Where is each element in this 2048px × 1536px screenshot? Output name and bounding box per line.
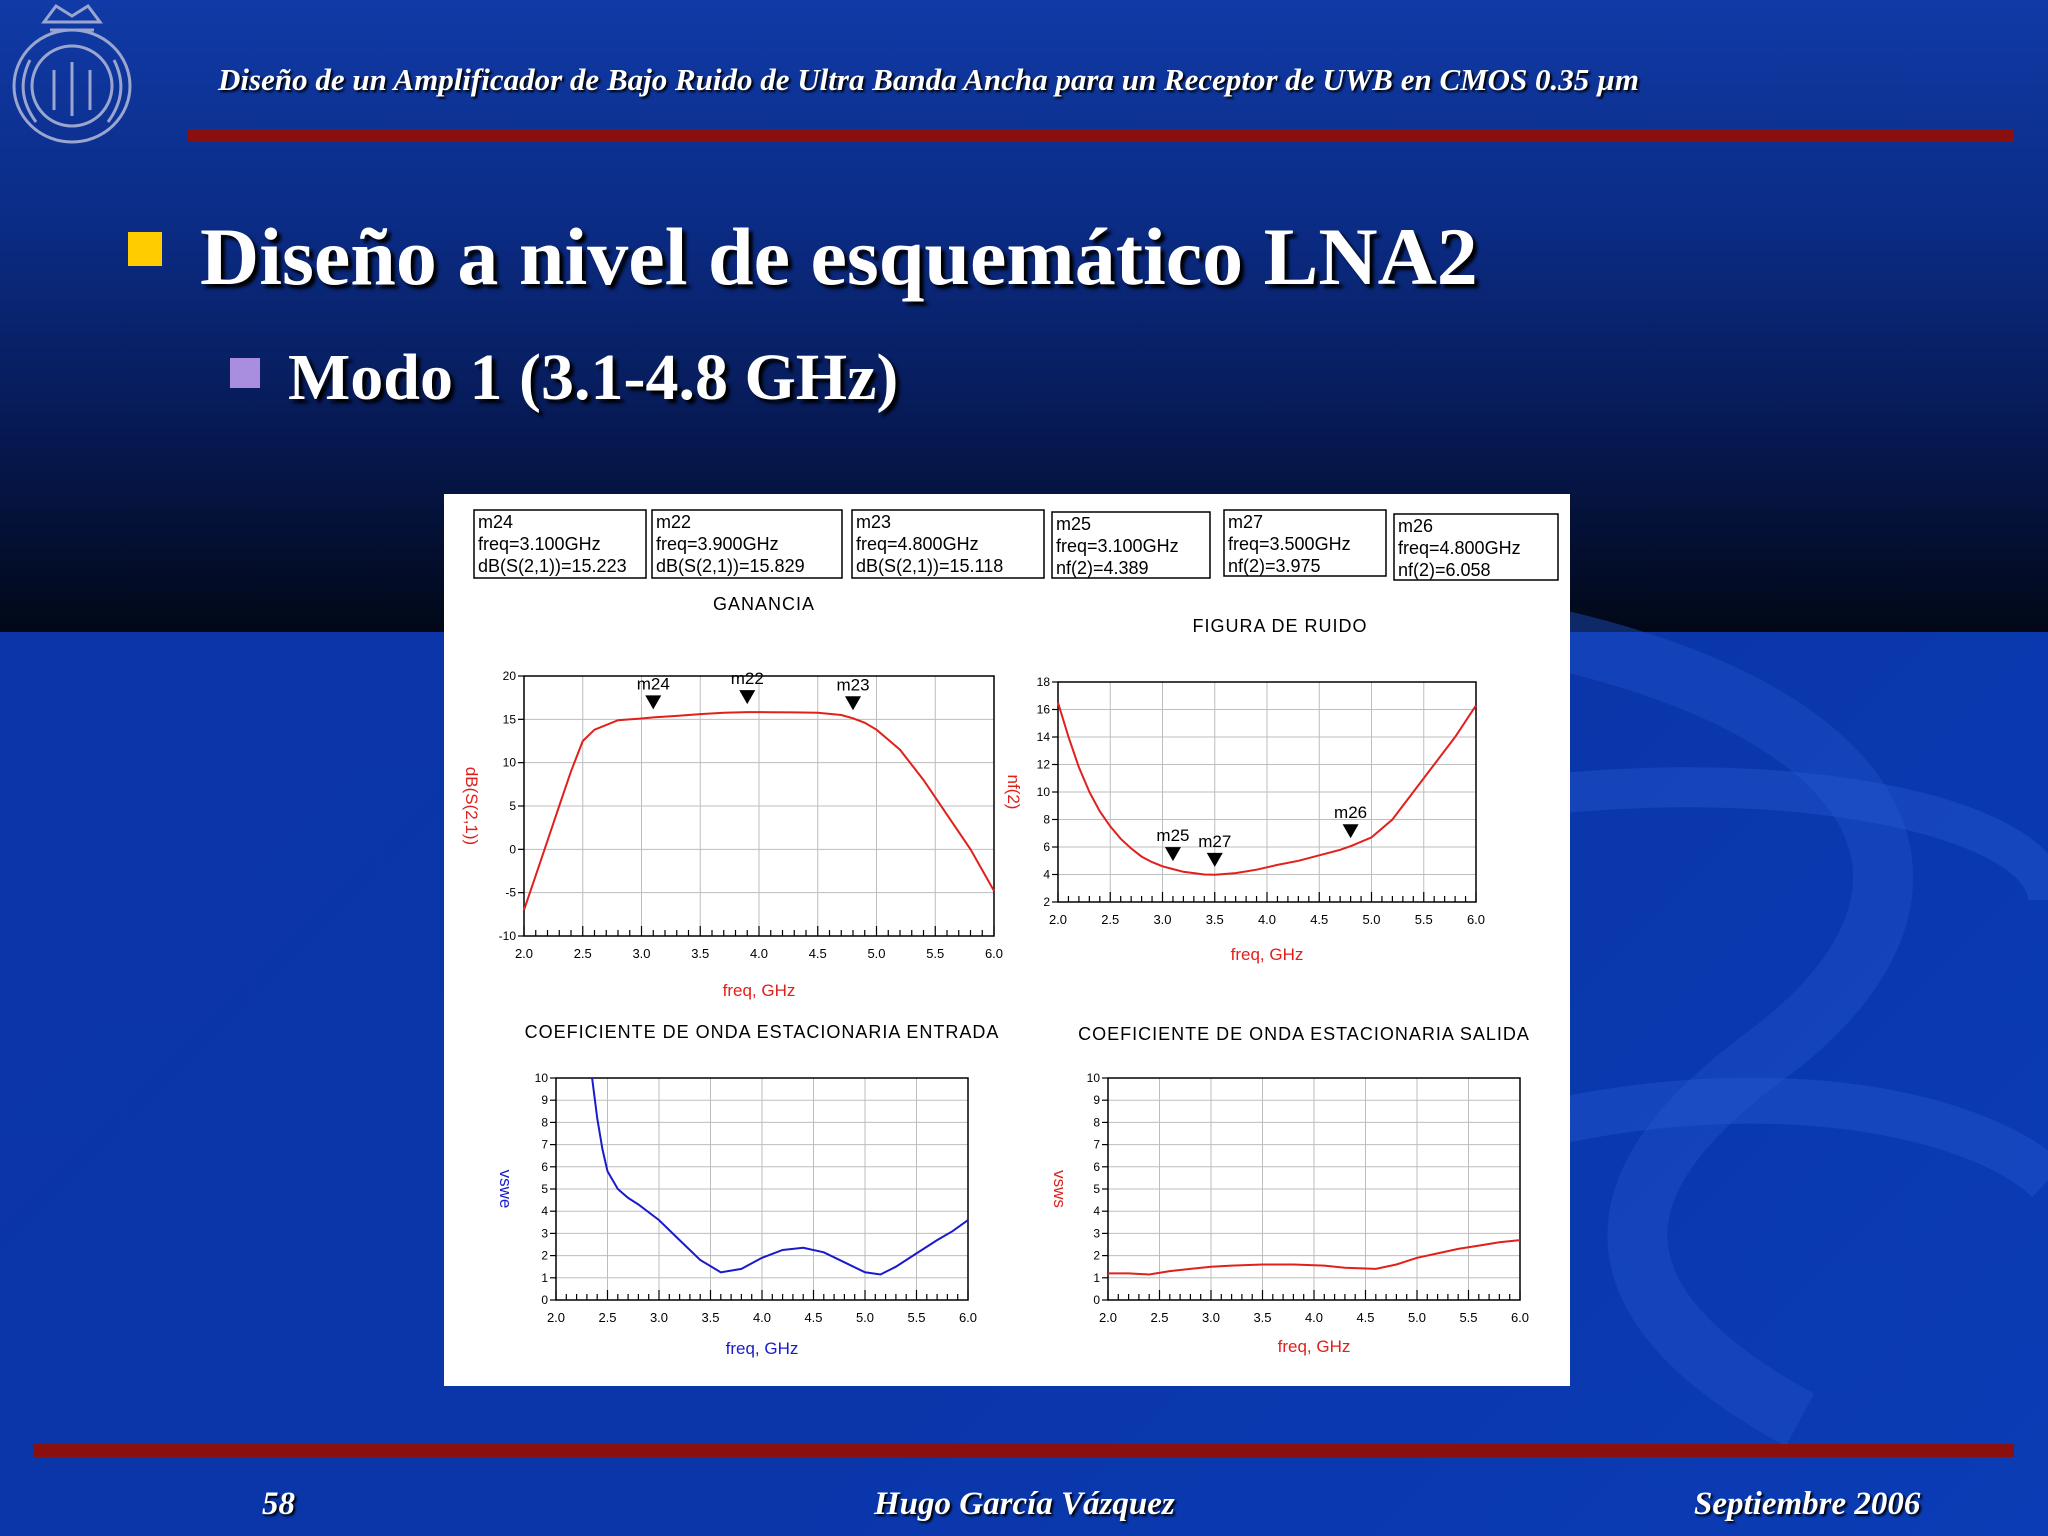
y-tick-label: 10 [534, 1071, 548, 1085]
sub-bullet-square-icon [230, 358, 260, 388]
plot-title: FIGURA DE RUIDO [1192, 616, 1368, 636]
y-tick-label: 10 [1036, 785, 1050, 799]
y-tick-label: -5 [505, 885, 516, 900]
y-axis-label: nf(2) [1004, 774, 1023, 810]
marker-triangle [739, 690, 755, 704]
marker-box-line: freq=3.100GHz [1056, 536, 1179, 556]
marker-triangle [845, 696, 861, 710]
marker-label: m26 [1334, 803, 1368, 823]
x-tick-label: 2.0 [546, 1310, 566, 1325]
x-tick-label: 3.5 [691, 946, 710, 961]
x-tick-label: 2.5 [1101, 912, 1120, 927]
y-tick-label: 12 [1036, 757, 1050, 772]
y-tick-label: 3 [1093, 1226, 1100, 1241]
x-tick-label: 2.5 [1150, 1310, 1169, 1325]
marker-box-line: m23 [856, 512, 892, 532]
y-axis-label: dB(S(2,1)) [462, 766, 481, 846]
plot-title: COEFICIENTE DE ONDA ESTACIONARIA ENTRADA [524, 1022, 1000, 1042]
x-tick-label: 6.0 [1510, 1310, 1530, 1325]
x-tick-label: 5.0 [855, 1310, 875, 1325]
y-tick-label: 14 [1036, 730, 1050, 744]
marker-box-line: nf(2)=3.975 [1228, 556, 1321, 576]
y-tick-label: 18 [1036, 675, 1050, 689]
x-tick-label: 4.0 [1257, 912, 1277, 927]
university-seal-icon [0, 0, 150, 150]
x-tick-label: 5.5 [1459, 1310, 1478, 1325]
y-tick-label: 7 [1093, 1137, 1100, 1152]
header-rule [188, 129, 2014, 142]
marker-triangle [1343, 824, 1359, 838]
marker-box-line: m27 [1228, 512, 1264, 532]
y-tick-label: 8 [1093, 1115, 1100, 1130]
y-tick-label: 8 [541, 1115, 548, 1130]
footer-date: Septiembre 2006 [1694, 1486, 1921, 1522]
marker-box-line: freq=4.800GHz [856, 534, 979, 554]
y-tick-label: 10 [1086, 1071, 1100, 1085]
slide-title: Diseño a nivel de esquemático LNA2 [200, 211, 1478, 302]
x-tick-label: 4.5 [808, 946, 827, 961]
page-number: 58 [262, 1486, 295, 1522]
y-tick-label: 8 [1043, 812, 1050, 827]
y-tick-label: 0 [1093, 1293, 1100, 1307]
y-axis-label: vsws [1050, 1170, 1069, 1208]
y-tick-label: 4 [541, 1204, 548, 1219]
x-tick-label: 5.5 [907, 1310, 926, 1325]
y-tick-label: 5 [1093, 1182, 1100, 1196]
y-tick-label: 15 [502, 712, 516, 727]
marker-box-line: nf(2)=4.389 [1056, 558, 1149, 578]
x-tick-label: 6.0 [1466, 912, 1486, 927]
y-tick-label: 9 [1093, 1093, 1100, 1108]
marker-box-line: m22 [656, 512, 692, 532]
bullet-square-icon [128, 232, 162, 266]
x-tick-label: 3.5 [1205, 912, 1224, 927]
marker-box-line: freq=4.800GHz [1398, 538, 1521, 558]
x-tick-label: 5.0 [867, 946, 886, 961]
plot-title: GANANCIA [712, 594, 816, 614]
marker-triangle [645, 695, 661, 709]
marker-box-line: m25 [1056, 514, 1092, 534]
y-tick-label: 5 [509, 799, 516, 813]
y-tick-label: 9 [541, 1093, 548, 1108]
y-tick-label: 0 [541, 1293, 548, 1307]
x-tick-label: 5.0 [1407, 1310, 1427, 1325]
marker-label: m24 [636, 674, 670, 694]
y-tick-label: 6 [1093, 1159, 1100, 1174]
x-axis-label: freq, GHz [1230, 945, 1304, 964]
y-tick-label: 5 [541, 1182, 548, 1196]
x-tick-label: 3.5 [1253, 1310, 1272, 1325]
y-tick-label: 6 [541, 1159, 548, 1174]
marker-triangle [1165, 847, 1181, 861]
x-tick-label: 2.0 [514, 946, 534, 961]
y-tick-label: 20 [502, 669, 516, 683]
marker-label: m27 [1198, 831, 1232, 851]
y-tick-label: -10 [498, 929, 516, 943]
y-tick-label: 1 [541, 1270, 548, 1285]
x-tick-label: 3.0 [1153, 912, 1172, 927]
y-tick-label: 3 [541, 1226, 548, 1241]
y-axis-label: vswe [496, 1169, 515, 1209]
marker-label: m22 [730, 669, 764, 689]
marker-box-line: nf(2)=6.058 [1398, 560, 1491, 580]
x-tick-label: 5.5 [926, 946, 945, 961]
y-tick-label: 2 [1093, 1248, 1100, 1263]
x-tick-label: 2.0 [1098, 1310, 1118, 1325]
x-tick-label: 4.5 [1356, 1310, 1375, 1325]
marker-triangle [1207, 853, 1223, 867]
x-tick-label: 3.0 [649, 1310, 669, 1325]
x-tick-label: 4.5 [804, 1310, 823, 1325]
x-tick-label: 3.5 [701, 1310, 720, 1325]
y-tick-label: 16 [1036, 702, 1050, 717]
marker-box-line: dB(S(2,1))=15.223 [478, 556, 627, 576]
x-tick-label: 5.0 [1362, 912, 1381, 927]
y-tick-label: 4 [1093, 1204, 1100, 1219]
series-line [592, 1078, 968, 1275]
x-axis-label: freq, GHz [722, 981, 796, 1000]
footer-rule [34, 1444, 2014, 1457]
header-title: Diseño de un Amplificador de Bajo Ruido de Ultra Banda Ancha para un Receptor de UWB en CMOS 0.35 µm [218, 62, 1640, 97]
slide-subtitle: Modo 1 (3.1-4.8 GHz) [288, 341, 899, 414]
marker-label: m23 [836, 675, 870, 695]
x-tick-label: 6.0 [958, 1310, 978, 1325]
marker-box-line: dB(S(2,1))=15.118 [856, 556, 1004, 576]
x-tick-label: 3.0 [632, 946, 651, 961]
x-tick-label: 4.0 [1304, 1310, 1324, 1325]
y-tick-label: 2 [1043, 895, 1050, 909]
y-tick-label: 1 [1093, 1270, 1100, 1285]
marker-box-line: m24 [478, 512, 514, 532]
y-tick-label: 4 [1043, 867, 1050, 882]
marker-box-line: freq=3.100GHz [478, 534, 601, 554]
y-tick-label: 7 [541, 1137, 548, 1152]
x-tick-label: 4.0 [752, 1310, 772, 1325]
x-tick-label: 6.0 [984, 946, 1004, 961]
x-tick-label: 3.0 [1201, 1310, 1221, 1325]
marker-box-line: freq=3.900GHz [656, 534, 779, 554]
x-axis-label: freq, GHz [725, 1339, 799, 1358]
simulation-results-panel [444, 494, 1570, 1386]
x-tick-label: 2.5 [598, 1310, 617, 1325]
x-tick-label: 2.5 [573, 946, 592, 961]
marker-label: m25 [1156, 826, 1190, 846]
x-tick-label: 4.0 [749, 946, 769, 961]
x-tick-label: 5.5 [1414, 912, 1433, 927]
x-tick-label: 2.0 [1048, 912, 1068, 927]
x-tick-label: 4.5 [1310, 912, 1329, 927]
y-tick-label: 0 [509, 842, 516, 857]
y-tick-label: 2 [541, 1248, 548, 1263]
y-tick-label: 6 [1043, 840, 1050, 854]
marker-box-line: m26 [1398, 516, 1434, 536]
y-tick-label: 10 [502, 755, 516, 770]
marker-box-line: dB(S(2,1))=15.829 [656, 556, 805, 576]
marker-box-line: freq=3.500GHz [1228, 534, 1351, 554]
plot-title: COEFICIENTE DE ONDA ESTACIONARIA SALIDA [1078, 1024, 1530, 1044]
simulation-plots [444, 494, 1570, 1386]
x-axis-label: freq, GHz [1277, 1337, 1351, 1356]
footer-author: Hugo García Vázquez [874, 1486, 1175, 1522]
